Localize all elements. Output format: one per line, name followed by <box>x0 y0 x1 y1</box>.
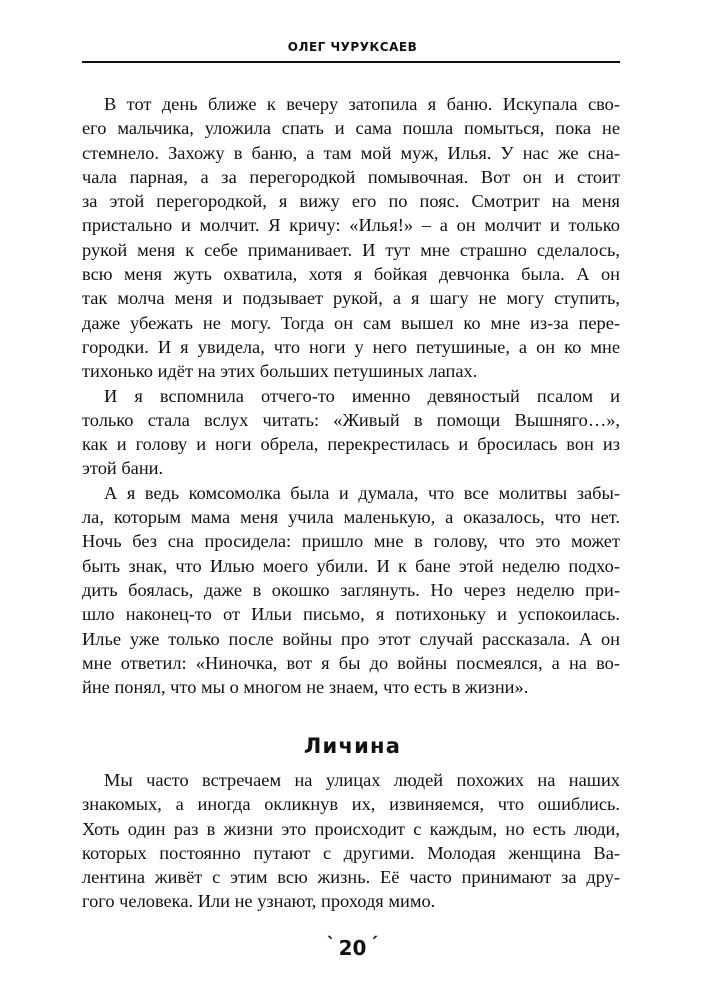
text-line: шло наконец-то от Ильи письмо, я потихоньку и успокоилась. <box>82 604 620 625</box>
text-line: как и голову и ноги обрела, перекрестилась и бросилась вон из <box>82 434 620 455</box>
page-number-block <box>0 935 705 963</box>
text-line: даже убежать не могу. Тогда он сам вышел ко мне из-за пере- <box>82 312 620 333</box>
header-rule <box>82 61 620 63</box>
text-line: И я вспомнила отчего-то именно девяностый псалом и <box>104 385 620 406</box>
text-line: только стала вслух читать: «Живый в помощи Вышняго…», <box>82 409 620 430</box>
text-line: В тот день ближе к вечеру затопила я баню. Искупала сво- <box>104 94 620 114</box>
text-line: этой бани. <box>82 458 164 479</box>
text-line: А я ведь комсомолка была и думала, что все молитвы забы- <box>104 482 620 503</box>
text-line: гого человека. Или не узнают, проходя мимо. <box>82 891 436 912</box>
text-line: дить боялась, даже в окошко заглянуть. Но через неделю при- <box>82 579 620 600</box>
text-line: всю меня жуть охватила, хотя я бойкая девчонка была. А он <box>82 264 620 285</box>
text-line: за этой перегородкой, я вижу его по пояс. Смотрит на меня <box>82 191 620 212</box>
page-number: 20 <box>338 936 367 960</box>
text-line: стемнело. Захожу в баню, а там мой муж, Илья. У нас же сна- <box>82 142 620 163</box>
text-line: Мы часто встречаем на улицах людей похожих на наших <box>104 770 620 790</box>
text-line: городки. И я увидела, что ноги у него петушиные, а он ко мне <box>82 336 620 357</box>
text-line: тихонько идёт на этих больших петушиных лапах. <box>82 361 478 382</box>
text-line: которых постоянно путают с другими. Молодая женщина Ва- <box>82 842 620 863</box>
text-line: йне понял, что мы о многом не знаем, что есть в жизни». <box>82 677 529 698</box>
text-line: Хоть один раз в жизни это происходит с каждым, но есть люди, <box>82 818 620 839</box>
text-line: его мальчика, уложила спать и сама пошла помыться, пока не <box>82 118 620 139</box>
text-line: рукой меня к себе приманивает. И тут мне страшно сделалось, <box>82 239 620 260</box>
running-head-author: ОЛЕГ ЧУРУКСАЕВ <box>287 40 418 54</box>
section-heading: Личина <box>303 734 402 758</box>
text-line: ла, которым мама меня учила маленькую, а оказалось, что нет. <box>82 507 620 528</box>
text-line: так молча меня и подзывает рукой, а я шагу не могу ступить, <box>82 288 620 309</box>
text-line: знакомых, а иногда окликнув их, извиняемся, что ошиблись. <box>82 794 620 815</box>
text-line: мне ответил: «Ниночка, вот я бы до войны посмеялся, а на во- <box>82 652 620 673</box>
text-line: Илье уже только после войны про этот случай рассказала. А он <box>82 628 620 649</box>
text-line: лентина живёт с этим всю жизнь. Её часто принимают за дру- <box>82 867 620 888</box>
section-text <box>82 768 620 914</box>
page-ornament-left: ` <box>326 934 336 955</box>
text-line: чала парная, а за перегородкой помывочная. Вот он и стоит <box>82 166 620 187</box>
text-line: Ночь без сна просидела: пришло мне в голову, что это может <box>82 531 620 552</box>
text-line: быть знак, что Илью моего убили. И к бане этой неделю подхо- <box>82 555 620 576</box>
text-line: пристально и молчит. Я кричу: «Илья!» – а он молчит и только <box>82 215 620 236</box>
main-text <box>82 92 620 699</box>
page-ornament-right: ´ <box>369 934 379 955</box>
